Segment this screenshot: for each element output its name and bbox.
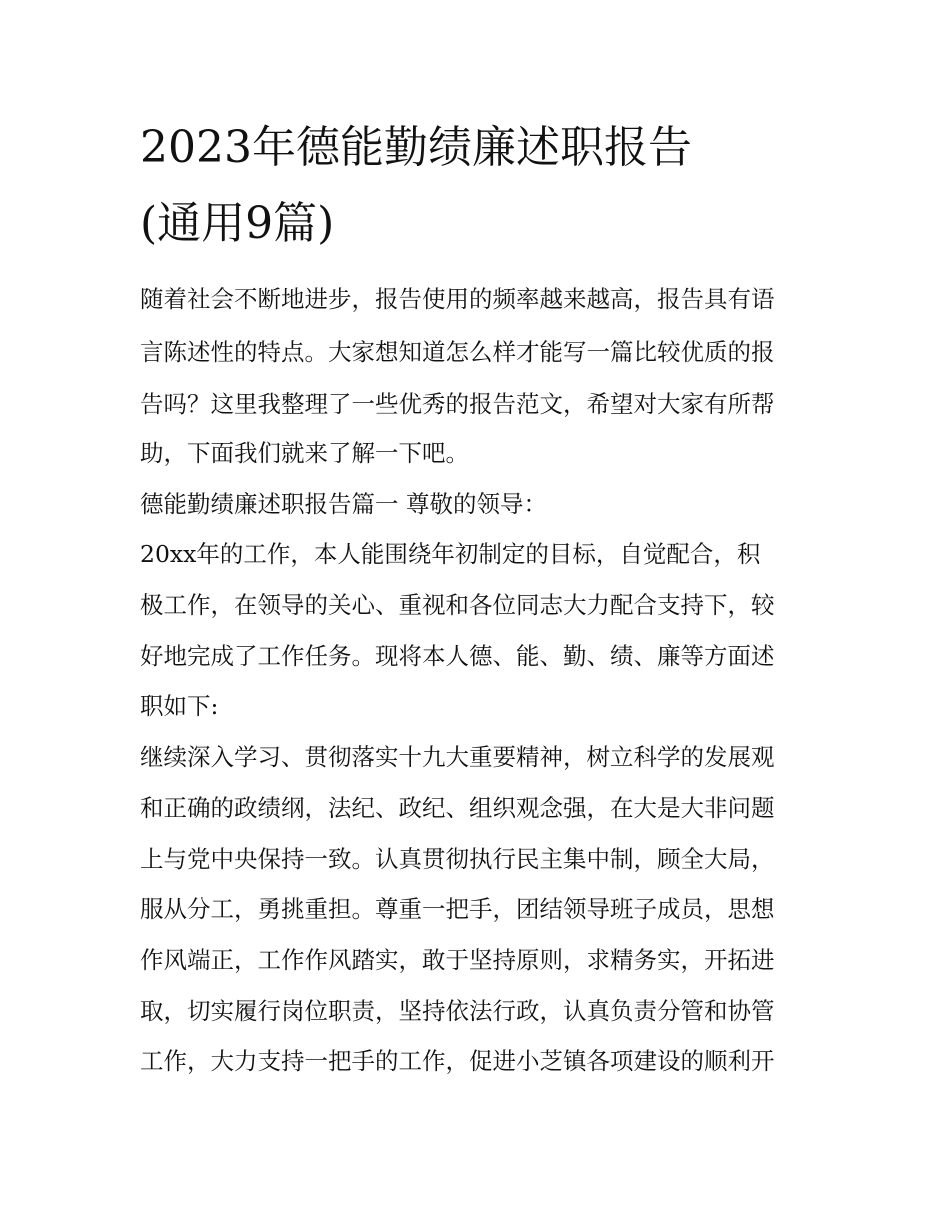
body-line: 言陈述性的特点。大家想知道怎么样才能写一篇比较优质的报 xyxy=(140,338,775,366)
body-line: 职如下: xyxy=(140,692,219,720)
body-line: 德能勤绩廉述职报告篇一 尊敬的领导： xyxy=(140,490,547,518)
document-title-line-1: 2023年德能勤绩廉述职报告 xyxy=(140,122,692,173)
body-line: 取，切实履行岗位职责，坚持依法行政，认真负责分管和协管 xyxy=(140,997,775,1025)
body-line: 继续深入学习、贯彻落实十九大重要精神，树立科学的发展观 xyxy=(140,743,775,771)
body-line: 20xx年的工作，本人能围绕年初制定的目标，自觉配合，积 xyxy=(140,540,761,568)
body-line: 工作，大力支持一把手的工作，促进小芝镇各项建设的顺利开 xyxy=(140,1047,775,1075)
body-line: 随着社会不断地进步，报告使用的频率越来越高，报告具有语 xyxy=(140,285,775,313)
body-line: 服从分工，勇挑重担。尊重一把手，团结领导班子成员，思想 xyxy=(140,895,775,923)
document-title-line-2: (通用9篇) xyxy=(140,198,335,249)
body-line: 和正确的政绩纲，法纪、政纪、组织观念强，在大是大非问题 xyxy=(140,794,775,822)
body-line: 告吗？这里我整理了一些优秀的报告范文，希望对大家有所帮 xyxy=(140,390,775,418)
body-line: 作风端正，工作作风踏实，敢于坚持原则，求精务实，开拓进 xyxy=(140,946,775,974)
body-line: 上与党中央保持一致。认真贯彻执行民主集中制，顾全大局， xyxy=(140,845,775,873)
body-line: 好地完成了工作任务。现将本人德、能、勤、绩、廉等方面述 xyxy=(140,642,775,670)
body-line: 助，下面我们就来了解一下吧。 xyxy=(140,439,469,467)
body-line: 极工作，在领导的关心、重视和各位同志大力配合支持下，较 xyxy=(140,591,775,619)
